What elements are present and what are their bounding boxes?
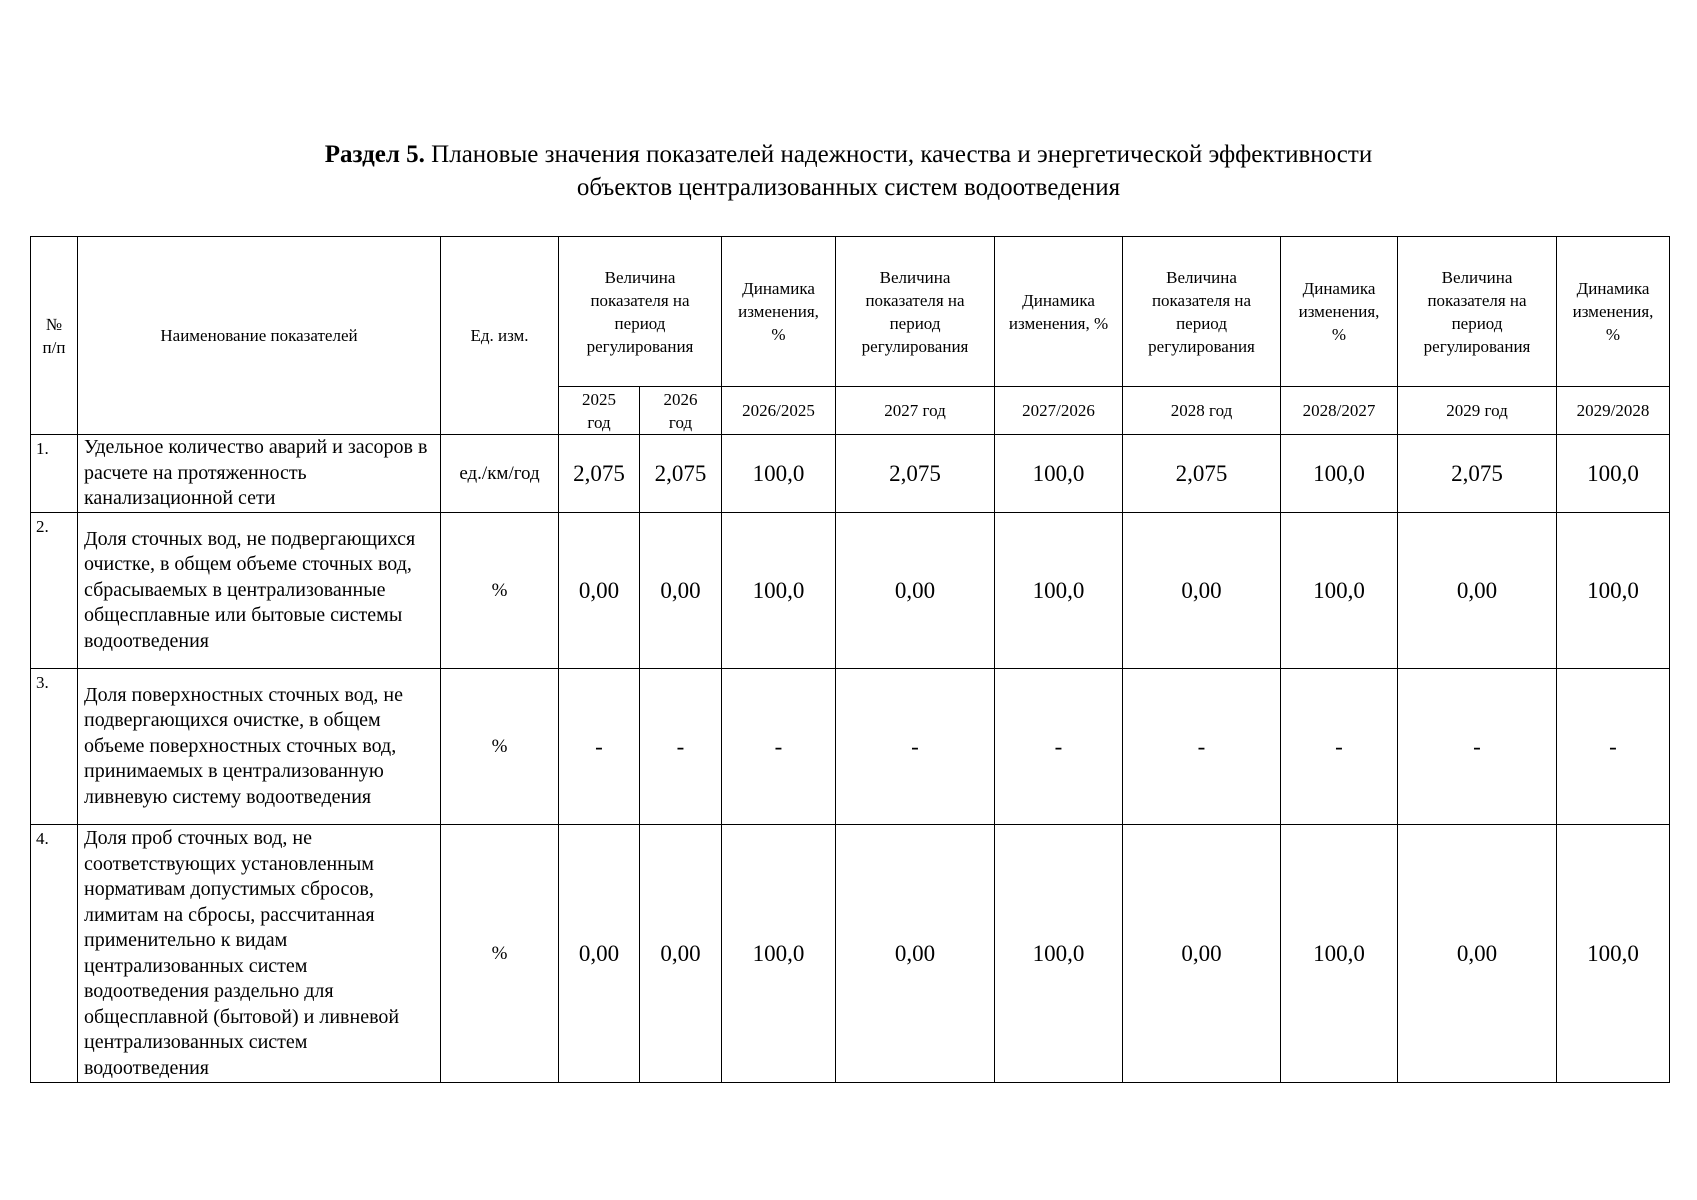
row-num: 2. bbox=[31, 513, 78, 669]
table-row bbox=[31, 435, 1670, 513]
page-title bbox=[0, 138, 1697, 204]
row-value: 100,0 bbox=[722, 435, 836, 513]
header-unit: Ед. изм. bbox=[441, 237, 559, 435]
subheader-cell: 2029 год bbox=[1398, 387, 1557, 435]
row-name: Доля сточных вод, не подвергающихся очистке, в общем объеме сточных вод, сбрасываемых в централизованные общесплавные или бытовые системы водоотведения bbox=[78, 513, 441, 669]
row-unit: % bbox=[441, 825, 559, 1083]
row-num: 4. bbox=[31, 825, 78, 1083]
subheader-cell: 2028/2027 bbox=[1281, 387, 1398, 435]
row-value: - bbox=[640, 669, 722, 825]
row-value: 2,075 bbox=[640, 435, 722, 513]
row-value: 100,0 bbox=[722, 513, 836, 669]
row-value: - bbox=[559, 669, 640, 825]
row-name: Доля поверхностных сточных вод, не подвергающихся очистке, в общем объеме поверхностных сточных вод, принимаемых в централизованную ливневую систему водоотведения bbox=[78, 669, 441, 825]
row-value: 0,00 bbox=[836, 513, 995, 669]
row-num: 1. bbox=[31, 435, 78, 513]
row-unit: ед./км/год bbox=[441, 435, 559, 513]
row-value: 100,0 bbox=[995, 513, 1123, 669]
row-value: 0,00 bbox=[836, 825, 995, 1083]
row-value: 0,00 bbox=[1123, 825, 1281, 1083]
subheader-cell: 2026/2025 bbox=[722, 387, 836, 435]
row-value: 0,00 bbox=[640, 513, 722, 669]
row-unit: % bbox=[441, 513, 559, 669]
row-value: 2,075 bbox=[559, 435, 640, 513]
row-value: 2,075 bbox=[836, 435, 995, 513]
section-label: Раздел 5. bbox=[324, 141, 425, 168]
row-value: 0,00 bbox=[559, 513, 640, 669]
row-value: 100,0 bbox=[1557, 825, 1670, 1083]
row-value: - bbox=[1557, 669, 1670, 825]
row-value: 0,00 bbox=[640, 825, 722, 1083]
header-dynamics: Динамика изменения, % bbox=[995, 237, 1123, 387]
subheader-cell: 2028 год bbox=[1123, 387, 1281, 435]
table-row bbox=[31, 825, 1670, 1083]
header-value-period: Величина показателя на период регулирования bbox=[1123, 237, 1281, 387]
row-value: 100,0 bbox=[1281, 435, 1398, 513]
row-value: 100,0 bbox=[722, 825, 836, 1083]
row-value: 0,00 bbox=[1398, 513, 1557, 669]
header-num: № п/п bbox=[31, 237, 78, 435]
subheader-cell: 2029/2028 bbox=[1557, 387, 1670, 435]
row-value: 100,0 bbox=[995, 825, 1123, 1083]
table-row bbox=[31, 669, 1670, 825]
row-value: 0,00 bbox=[1398, 825, 1557, 1083]
row-value: - bbox=[1123, 669, 1281, 825]
row-value: - bbox=[722, 669, 836, 825]
row-value: - bbox=[1398, 669, 1557, 825]
row-num: 3. bbox=[31, 669, 78, 825]
header-dynamics: Динамика изменения, % bbox=[1281, 237, 1398, 387]
table-row bbox=[31, 513, 1670, 669]
row-value: 2,075 bbox=[1123, 435, 1281, 513]
title-line-1 bbox=[0, 138, 1697, 171]
subheader-cell: 2027 год bbox=[836, 387, 995, 435]
indicators-table bbox=[30, 236, 1670, 1083]
row-name: Удельное количество аварий и засоров в расчете на протяженность канализационной сети bbox=[78, 435, 441, 513]
row-value: 0,00 bbox=[559, 825, 640, 1083]
header-name: Наименование показателей bbox=[78, 237, 441, 435]
subheader-cell: 2026 год bbox=[640, 387, 722, 435]
title-line-2: объектов централизованных систем водоотведения bbox=[576, 174, 1121, 201]
row-value: - bbox=[836, 669, 995, 825]
row-value: 2,075 bbox=[1398, 435, 1557, 513]
row-value: 100,0 bbox=[995, 435, 1123, 513]
title-text: Плановые значения показателей надежности, качества и энергетической эффективности bbox=[424, 141, 1373, 168]
header-dynamics: Динамика изменения, % bbox=[1557, 237, 1670, 387]
row-value: 100,0 bbox=[1281, 513, 1398, 669]
header-value-period: Величина показателя на период регулирования bbox=[559, 237, 722, 387]
subheader-cell: 2025 год bbox=[559, 387, 640, 435]
header-dynamics: Динамика изменения, % bbox=[722, 237, 836, 387]
row-value: 100,0 bbox=[1557, 435, 1670, 513]
header-value-period: Величина показателя на период регулирования bbox=[1398, 237, 1557, 387]
row-value: 0,00 bbox=[1123, 513, 1281, 669]
header-value-period: Величина показателя на период регулирования bbox=[836, 237, 995, 387]
row-value: 100,0 bbox=[1557, 513, 1670, 669]
row-value: 100,0 bbox=[1281, 825, 1398, 1083]
row-value: - bbox=[995, 669, 1123, 825]
row-name: Доля проб сточных вод, не соответствующих установленным нормативам допустимых сбросов, лимитам на сбросы, рассчитанная применительно к видам централизованных систем водоотведения раздельно для общесплавной (бытовой) и ливневой централизованных систем водоотведения bbox=[78, 825, 441, 1083]
row-unit: % bbox=[441, 669, 559, 825]
subheader-cell: 2027/2026 bbox=[995, 387, 1123, 435]
row-value: - bbox=[1281, 669, 1398, 825]
header-row bbox=[31, 237, 1670, 387]
